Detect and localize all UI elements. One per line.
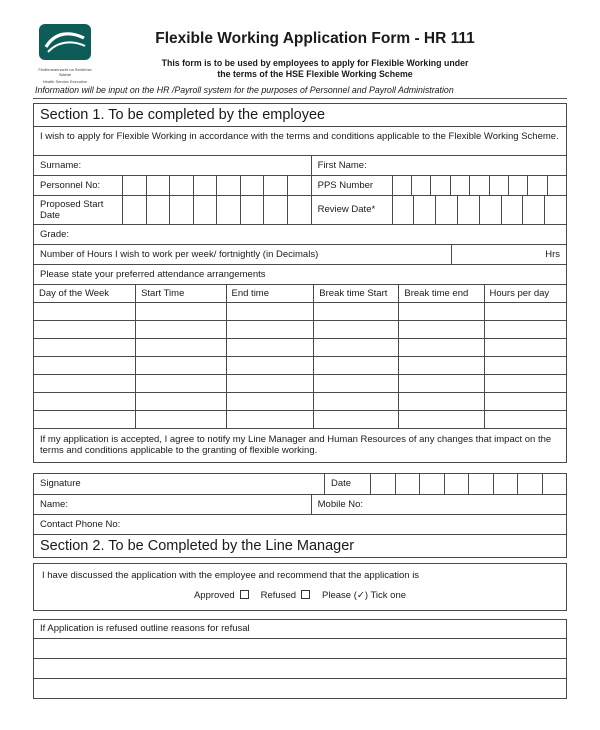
digit-box[interactable] [479, 196, 501, 224]
discussed-text: I have discussed the application with the employee and recommend that the application is [42, 569, 420, 581]
intro-text: I wish to apply for Flexible Working in accordance with the terms and conditions applicable to the Flexible Working Scheme. [40, 130, 559, 142]
name-label: Name: [40, 498, 68, 510]
refusal-prompt: If Application is refused outline reasons for refusal [40, 623, 250, 635]
digit-box[interactable] [411, 176, 430, 195]
digit-box[interactable] [450, 176, 469, 195]
section1-heading: Section 1. To be completed by the employee [40, 106, 326, 123]
attendance-row [34, 410, 566, 428]
digit-box[interactable] [469, 176, 488, 195]
attendance-cell[interactable] [226, 321, 314, 338]
first-name-label: First Name: [317, 159, 367, 171]
col-break-start: Break time Start [313, 285, 398, 302]
attendance-cell[interactable] [484, 339, 566, 356]
digit-box[interactable] [240, 176, 264, 195]
signature-block [33, 473, 567, 558]
tick-line [42, 590, 558, 601]
digit-box[interactable] [240, 196, 264, 224]
surname-row [34, 155, 566, 175]
attendance-cell[interactable] [135, 375, 225, 392]
discussed-row [34, 564, 566, 610]
refusal-line [34, 678, 566, 698]
digit-box[interactable] [517, 474, 542, 494]
info-note: Information will be input on the HR /Payroll system for the purposes of Personnel and Payroll Administration [33, 85, 567, 99]
attendance-prompt-row [34, 264, 566, 284]
review-date-boxes [392, 196, 566, 224]
proposed-start-field [34, 196, 311, 224]
refusal-line-cell[interactable] [34, 679, 566, 698]
hours-field[interactable] [34, 245, 451, 264]
digit-box[interactable] [287, 196, 311, 224]
agreement-text: If my application is accepted, I agree to notify my Line Manager and Human Resources of any changes that impact on the terms and conditions applicable to the granting of flexible working. [40, 433, 552, 456]
digit-box[interactable] [547, 176, 566, 195]
refusal-block [33, 619, 567, 699]
digit-box[interactable] [263, 196, 287, 224]
attendance-row [34, 356, 566, 374]
name-mobile-row [34, 494, 566, 514]
refusal-line [34, 638, 566, 658]
digit-box[interactable] [392, 196, 414, 224]
attendance-cell[interactable] [398, 375, 483, 392]
digit-box[interactable] [413, 196, 435, 224]
attendance-cell[interactable] [135, 393, 225, 410]
signature-field[interactable] [34, 474, 324, 494]
attendance-row [34, 302, 566, 320]
proposed-start-label: Proposed Start Date [40, 198, 104, 221]
review-date-field [311, 196, 566, 224]
attendance-cell[interactable] [313, 357, 398, 374]
digit-box[interactable] [493, 474, 518, 494]
first-name-field[interactable] [311, 156, 566, 175]
name-field[interactable] [34, 495, 311, 514]
attendance-header-row [34, 284, 566, 302]
attendance-cell[interactable] [398, 357, 483, 374]
attendance-cell[interactable] [313, 375, 398, 392]
digit-box[interactable] [457, 196, 479, 224]
attendance-cell[interactable] [313, 393, 398, 410]
approved-checkbox[interactable] [240, 590, 249, 599]
pps-number-boxes [392, 176, 566, 195]
digit-box[interactable] [169, 196, 193, 224]
digit-box[interactable] [263, 176, 287, 195]
contact-phone-field[interactable] [34, 515, 566, 534]
attendance-cell[interactable] [484, 411, 566, 428]
attendance-cell[interactable] [398, 411, 483, 428]
date-boxes [370, 474, 566, 494]
attendance-cell[interactable] [484, 393, 566, 410]
digit-box[interactable] [468, 474, 493, 494]
attendance-prompt: Please state your preferred attendance arrangements [40, 268, 266, 280]
attendance-cell[interactable] [484, 375, 566, 392]
grade-label: Grade: [40, 228, 70, 240]
col-end-time: End time [226, 285, 314, 302]
section1-block [33, 103, 567, 463]
digit-box[interactable] [370, 474, 395, 494]
hse-logo-english-text: Health Service Executive [42, 79, 88, 85]
digit-box[interactable] [146, 176, 170, 195]
section2-decision-block [33, 563, 567, 611]
digit-box[interactable] [122, 196, 146, 224]
hse-logo-irish-text: Feidhmeannacht na Seirbhíse Sláinte [38, 67, 92, 78]
digit-box[interactable] [216, 196, 240, 224]
usage-note [33, 58, 567, 81]
attendance-cell[interactable] [34, 357, 135, 374]
signature-label: Signature [40, 478, 81, 490]
hours-row [34, 244, 566, 264]
digit-box[interactable] [122, 176, 146, 195]
attendance-cell[interactable] [34, 303, 135, 320]
digit-box[interactable] [508, 176, 527, 195]
digit-box[interactable] [501, 196, 523, 224]
surname-label: Surname: [40, 159, 82, 171]
usage-note-line2: the terms of the HSE Flexible Working Scheme [217, 69, 413, 80]
attendance-cell[interactable] [34, 375, 135, 392]
intro-row [34, 126, 566, 155]
attendance-cell[interactable] [226, 303, 314, 320]
attendance-cell[interactable] [398, 321, 483, 338]
refusal-line-cell[interactable] [34, 659, 566, 678]
col-day-of-week: Day of the Week [39, 287, 110, 299]
proposed-start-boxes [122, 196, 311, 224]
digit-box[interactable] [395, 474, 420, 494]
digit-box[interactable] [444, 474, 469, 494]
digit-box[interactable] [193, 196, 217, 224]
attendance-cell[interactable] [135, 303, 225, 320]
tick-instruction: Please (✓) Tick one [322, 589, 407, 601]
attendance-cell[interactable] [484, 303, 566, 320]
spacer [33, 611, 567, 619]
hse-logo [35, 24, 95, 85]
attendance-cell[interactable] [34, 321, 135, 338]
refusal-line [34, 658, 566, 678]
attendance-row [34, 392, 566, 410]
digit-box[interactable] [216, 176, 240, 195]
contact-phone-row [34, 514, 566, 534]
attendance-body [34, 302, 566, 428]
digit-box[interactable] [287, 176, 311, 195]
digit-box[interactable] [419, 474, 444, 494]
refusal-prompt-row [34, 620, 566, 638]
refused-label: Refused [260, 589, 297, 601]
personnel-no-label: Personnel No: [40, 179, 101, 191]
approved-label: Approved [193, 589, 235, 601]
date-label: Date [324, 474, 370, 494]
spacer [33, 463, 567, 473]
digit-box[interactable] [169, 176, 193, 195]
attendance-cell[interactable] [34, 411, 135, 428]
personnel-no-field [34, 176, 311, 195]
attendance-row [34, 320, 566, 338]
digit-box[interactable] [435, 196, 457, 224]
attendance-cell[interactable] [484, 321, 566, 338]
hours-unit-cell [451, 245, 566, 264]
digit-box[interactable] [430, 176, 449, 195]
agreement-row [34, 428, 566, 462]
digit-box[interactable] [146, 196, 170, 224]
attendance-cell[interactable] [398, 393, 483, 410]
attendance-cell[interactable] [135, 357, 225, 374]
col-break-end: Break time end [398, 285, 483, 302]
attendance-cell[interactable] [313, 321, 398, 338]
usage-note-line1: This form is to be used by employees to apply for Flexible Working under [161, 58, 469, 68]
mobile-label: Mobile No: [317, 498, 364, 510]
attendance-cell[interactable] [135, 339, 225, 356]
hours-unit-label: Hrs [545, 248, 560, 260]
application-form [33, 103, 567, 699]
col-start-time: Start Time [135, 285, 225, 302]
attendance-row [34, 338, 566, 356]
attendance-cell[interactable] [398, 339, 483, 356]
grade-row [34, 224, 566, 244]
review-date-label: Review Date* [317, 204, 376, 216]
dates-row [34, 195, 566, 224]
pps-number-field [311, 176, 566, 195]
pps-number-label: PPS Number [317, 179, 374, 191]
attendance-cell[interactable] [313, 303, 398, 320]
attendance-cell[interactable] [226, 375, 314, 392]
signature-row [34, 474, 566, 494]
grade-field[interactable] [34, 225, 566, 244]
refusal-line-cell[interactable] [34, 639, 566, 658]
digit-box[interactable] [522, 196, 544, 224]
hse-logo-icon [39, 24, 91, 60]
attendance-cell[interactable] [135, 321, 225, 338]
digit-box[interactable] [544, 196, 566, 224]
attendance-cell[interactable] [226, 339, 314, 356]
refused-checkbox[interactable] [301, 590, 310, 599]
attendance-cell[interactable] [398, 303, 483, 320]
hours-label: Number of Hours I wish to work per week/ fortnightly (in Decimals) [40, 248, 319, 260]
personnel-pps-row [34, 175, 566, 195]
surname-field[interactable] [34, 156, 311, 175]
attendance-cell[interactable] [135, 411, 225, 428]
digit-box[interactable] [193, 176, 217, 195]
digit-box[interactable] [542, 474, 567, 494]
attendance-cell[interactable] [226, 357, 314, 374]
digit-box[interactable] [392, 176, 411, 195]
attendance-cell[interactable] [34, 339, 135, 356]
refusal-lines [34, 638, 566, 698]
attendance-cell[interactable] [484, 357, 566, 374]
page-title: Flexible Working Application Form - HR 111 [155, 30, 475, 47]
attendance-cell[interactable] [226, 393, 314, 410]
section2-heading: Section 2. To be Completed by the Line Manager [34, 534, 566, 557]
attendance-cell[interactable] [226, 411, 314, 428]
mobile-field[interactable] [311, 495, 566, 514]
digit-box[interactable] [527, 176, 546, 195]
attendance-cell[interactable] [34, 393, 135, 410]
digit-box[interactable] [489, 176, 508, 195]
attendance-cell[interactable] [313, 411, 398, 428]
attendance-row [34, 374, 566, 392]
personnel-no-boxes [122, 176, 311, 195]
attendance-cell[interactable] [313, 339, 398, 356]
col-hours-per-day: Hours per day [484, 285, 566, 302]
contact-phone-label: Contact Phone No: [40, 518, 121, 530]
